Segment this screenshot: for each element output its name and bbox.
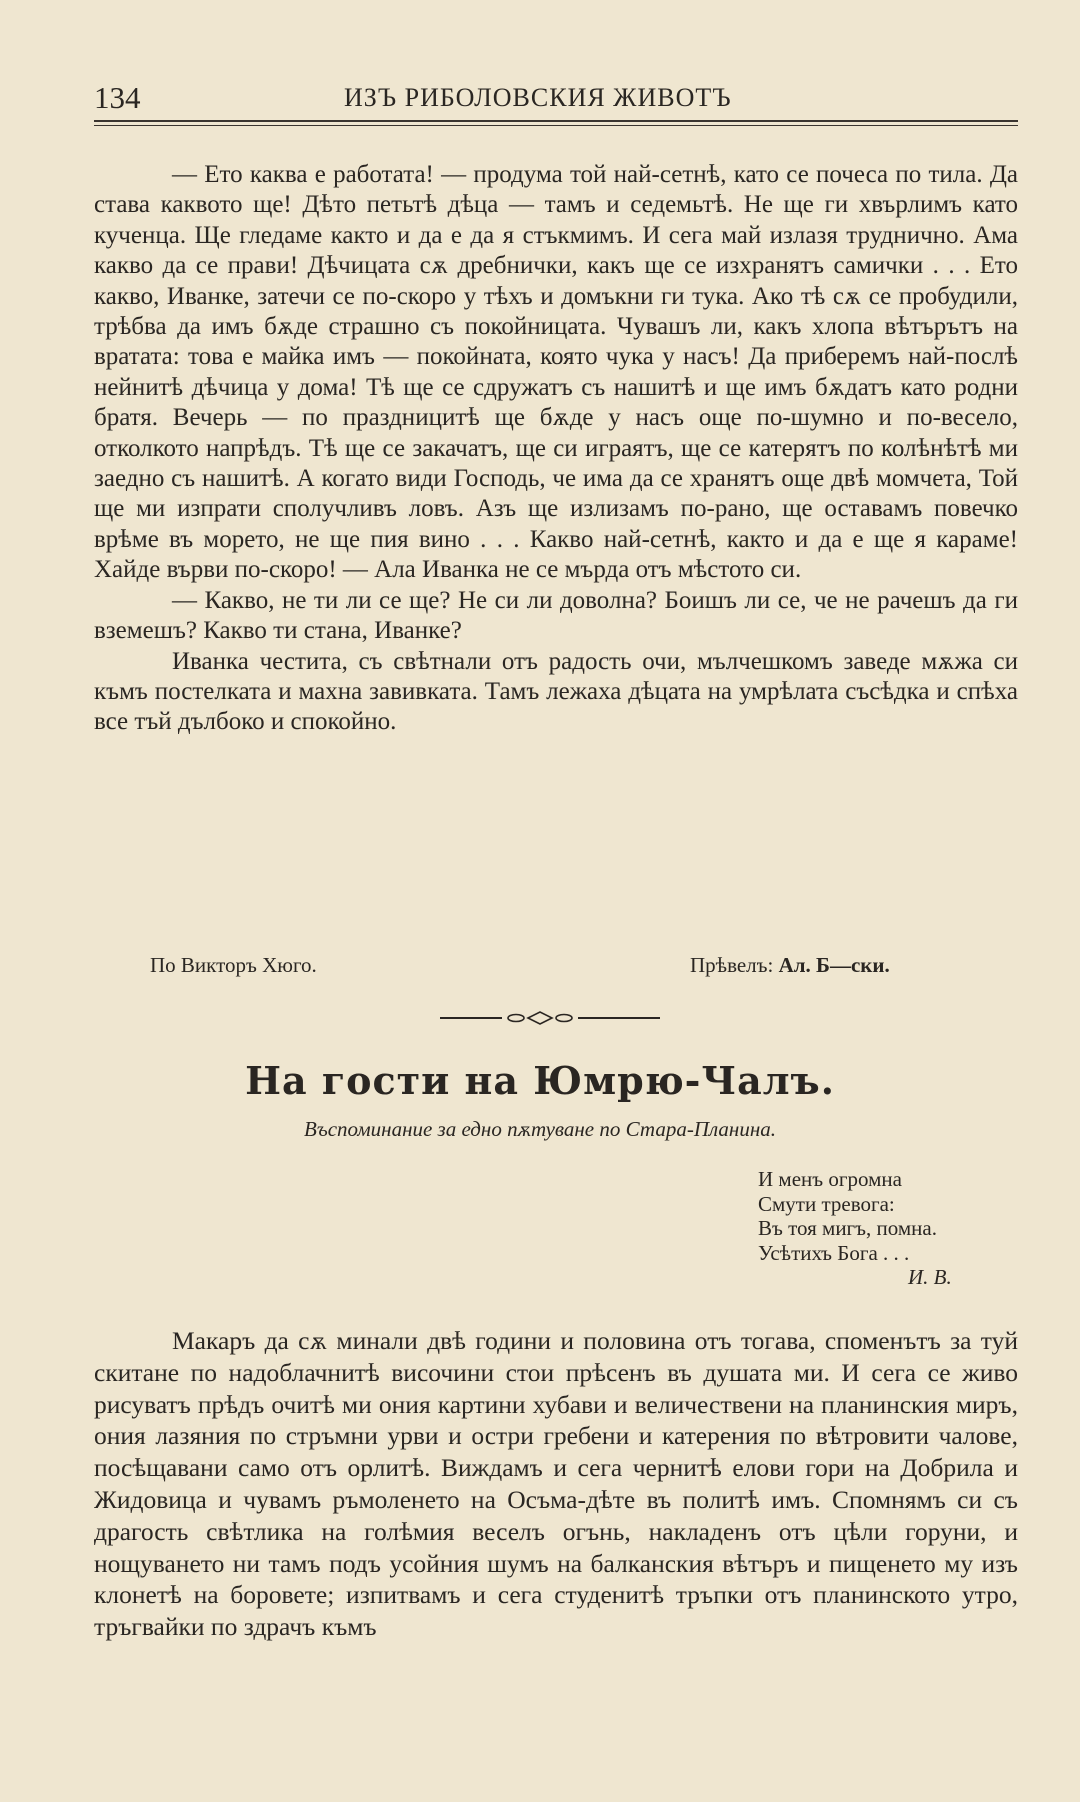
author-credit: По Викторъ Хюго. [150, 953, 317, 977]
epigraph [758, 1167, 998, 1290]
translator-credit [690, 953, 890, 978]
section-divider-ornament-icon [440, 1010, 660, 1026]
epigraph-line: И менъ огромна [758, 1167, 902, 1191]
epigraph-line: Въ тоя мигъ, помна. [758, 1216, 937, 1240]
paragraph: — Какво, не ти ли се ще? Не си ли доволна? Боишъ ли се, че не рачешъ да ги вземешъ? Какво ти стана, Иванке? [94, 586, 1018, 645]
paragraph: Макаръ да сѫ минали двѣ години и половина отъ тогава, споменътъ за туй скитане по надоблачнитѣ височини стои прѣсенъ въ душата ми. И сега се живо рисуватъ прѣдъ очитѣ ми ония картини хубави и величествени на планинския миръ, ония лазяния по стръмни урви и остри гребени и катерения по вѣтровити чалове, посѣщавани само отъ орлитѣ. Виждамъ и сега чернитѣ елови гори на Добрила и Жидовица и чувамъ ръмоленето на Осъма-дѣте въ политѣ имъ. Спомнямъ си съ драгость свѣтлика на голѣмия веселъ огънь, накладенъ отъ цѣли горуни, и нощуването ни тамъ подъ усойния шумъ на балканския вѣтъръ и пищенето му изъ клонетѣ на боровете; изпитвамъ и сега студенитѣ тръпки отъ планинското утро, тръгвайки по здрачъ къмъ [94, 1326, 1018, 1642]
story-ending [94, 160, 1018, 738]
paragraph: — Ето каква е работата! — продума той най-сетнѣ, като се почеса по тила. Да става каквото ще! Дѣто петьтѣ дѣца — тамъ и седемьтѣ. Не ще ги хвърлимъ като кученца. Ще гледаме както и да е да я стъкмимъ. И сега май излазя труднично. Ама какво да се прави! Дѣчицата сѫ дребнички, какъ ще се изхранятъ самички . . . Ето какво, Иванке, затечи се по-скоро у тѣхъ и домъкни ги тука. Ако тѣ сѫ се пробудили, трѣбва да имъ бѫде страшно съ покойницата. Чувашъ ли, какъ хлопа вѣтърътъ на вратата: това е майка имъ — покойната, която чука у насъ! Да приберемъ най-послѣ нейнитѣ дѣчица у дома! Тѣ ще се сдружатъ съ нашитѣ и ще имъ бѫдатъ като родни братя. Вечерь — по праздницитѣ ще бѫде у насъ още по-шумно и по-весело, отколкото напрѣдъ. Тѣ ще се закачатъ, ще си играятъ, ще се катерятъ по колѣнѣтѣ ми заедно съ нашитѣ. А когато види Господь, че има да се хранятъ още двѣ момчета, Той ще ми изпрати сполучливъ ловъ. Азъ ще излизамъ по-рано, ще оставамъ повечко врѣме въ морето, не ще пия вино . . . Какво най-сетнѣ, както и да е ще я караме! Хайде върви по-скоро! — Ала Иванка не се мърда отъ мѣстото си. [94, 161, 1018, 584]
header-rule-thin [94, 125, 1018, 126]
translator-label: Прѣвелъ: [690, 953, 774, 977]
article-body [94, 1325, 1018, 1643]
epigraph-signature: И. В. [908, 1265, 952, 1289]
article-title: На гости на Юмрю-Чалъ. [245, 1058, 835, 1103]
page-number: 134 [94, 80, 141, 115]
page-header [94, 80, 1018, 120]
header-rule-thick [94, 120, 1018, 122]
running-title: ИЗЪ РИБОЛОВСКИЯ ЖИВОТЪ [344, 83, 732, 112]
translator-name: Ал. Б—ски. [778, 953, 890, 977]
epigraph-line: Смути тревога: [758, 1191, 895, 1216]
paragraph: Иванка честита, съ свѣтнали отъ радость очи, мълчешкомъ заведе мѫжа си къмъ постелката и махна завивката. Тамъ лежаха дѣцата на умрѣлата съсѣдка и спѣха все тъй дълбоко и спокойно. [94, 647, 1018, 736]
article-subtitle: Въспоминание за едно пѫтуване по Стара-Планина. [304, 1117, 776, 1141]
credits-line [94, 953, 1018, 983]
epigraph-line: Усѣтихъ Бога . . . [758, 1240, 910, 1265]
